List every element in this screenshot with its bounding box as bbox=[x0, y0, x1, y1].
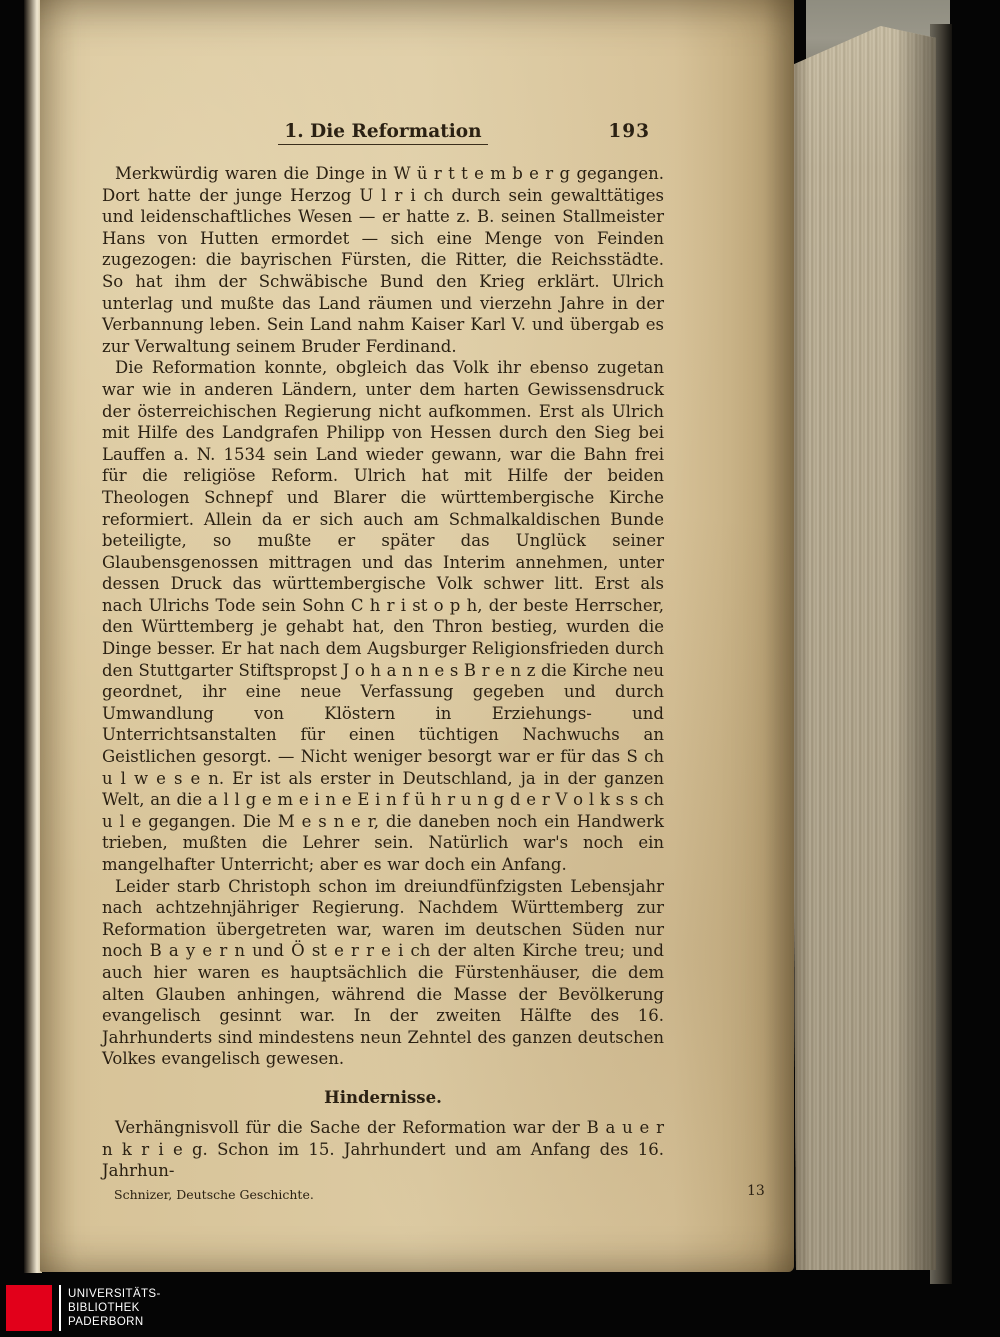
library-stamp bbox=[6, 1285, 161, 1331]
paragraph-1: Merkwürdig waren die Dinge in W ü r t t e m b e r g gegangen. Dort hatte der junge Herzog U l r i ch durch sein gewalttätiges und leidenschaftliches Wesen — er hatte z. B. seinen Stallmeister Hans von Hutten ermordet — sich eine Menge von Feinden zugezogen: die bayrischen Fürsten, die Ritter, die Reichsstädte. So hat ihm der Schwäbische Bund den Krieg erklärt. Ulrich unterlag und mußte das Land räumen und vierzehn Jahre in der Verbannung leben. Sein Land nahm Kaiser Karl V. und übergab es zur Verwaltung seinem Bruder Ferdinand. bbox=[102, 164, 664, 356]
paragraph-3: Leider starb Christoph schon im dreiundfünfzigsten Lebensjahr nach achtzehnjähriger Regierung. Nachdem Württemberg zur Reformation übergetreten war, waren im deutschen Süden nur noch B a y e r n und Ö st e r r e i ch der alten Kirche treu; und auch hier waren es hauptsächlich die Fürstenhäuser, die dem alten Glauben anhingen, während die Masse der Bevölkerung evangelisch gesinnt war. In der zweiten Hälfte des 16. Jahrhunderts sind mindestens neun Zehntel des ganzen deutschen Volkes evangelisch gewesen. bbox=[102, 876, 664, 1069]
sheet-number: 13 bbox=[747, 1182, 765, 1199]
paragraph-4: Verhängnisvoll für die Sache der Reformation war der B a u e r n k r i e g. Schon im 15. Jahrhundert und am Anfang des 16. Jahrhun- bbox=[102, 1117, 664, 1181]
paragraph-2: Die Reformation konnte, obgleich das Volk ihr ebenso zugetan war wie in anderen Ländern, unter dem harten Gewissensdruck der österreichischen Regierung nicht aufkommen. Erst als Ulrich mit Hilfe des Landgrafen Philipp von Hessen durch den Sieg bei Lauffen a. N. 1534 sein Land wieder gewann, war die Bahn frei für die religiöse Reform. Ulrich hat mit Hilfe der beiden Theologen Schnepf und Blarer die württembergische Kirche reformiert. Allein da er sich auch am Schmalkaldischen Bunde beteiligte, so mußte er später das Unglück seiner Glaubensgenossen mittragen und das Interim annehmen, unter dessen Druck das württembergische Volk schwer litt. Erst als nach Ulrichs Tode sein Sohn C h r i st o p h, der beste Herrscher, den Württemberg je gehabt hat, den Thron bestieg, wurden die Dinge besser. Er hat nach dem Augsburger Religionsfrieden durch den Stuttgarter Stiftspropst J o h a n n e s B r e n z die Kirche neu geordnet, ihr eine neue Verfassung gegeben und durch Umwandlung von Klöstern in Erziehungs- und Unterrichtsanstalten für einen tüchtigen Nachwuchs an Geistlichen gesorgt. — Nicht weniger besorgt war er für das S ch u l w e s e n. Er ist als erster in Deutschland, ja in der ganzen Welt, an die a l l g e m e i n e E i n f ü h r u n g d e r V o l k s s ch u l e gegangen. Die M e s n e r, die daneben noch ein Handwerk trieben, mußten die Lehrer sein. Natürlich war's noch ein mangelhafter Unterricht; aber es war doch ein Anfang. bbox=[102, 358, 664, 874]
book-page bbox=[40, 0, 794, 1272]
page-number: 193 bbox=[608, 121, 650, 142]
chapter-title: 1. Die Reformation bbox=[278, 121, 487, 145]
footer-signature-text: Schnizer, Deutsche Geschichte. bbox=[114, 1186, 314, 1202]
stamp-line-2: BIBLIOTHEK bbox=[68, 1302, 140, 1314]
text-block bbox=[102, 0, 765, 1202]
ub-paderborn-logo-icon bbox=[6, 1285, 52, 1331]
stamp-divider bbox=[59, 1285, 61, 1331]
page-stack-fore-edge bbox=[790, 22, 936, 1270]
running-header bbox=[102, 121, 664, 147]
section-heading: Hindernisse. bbox=[324, 1087, 442, 1107]
stamp-text bbox=[68, 1285, 161, 1331]
stamp-line-3: PADERBORN bbox=[68, 1316, 144, 1328]
page-footer bbox=[102, 1182, 765, 1202]
stamp-line-1: UNIVERSITÄTS- bbox=[68, 1288, 161, 1300]
